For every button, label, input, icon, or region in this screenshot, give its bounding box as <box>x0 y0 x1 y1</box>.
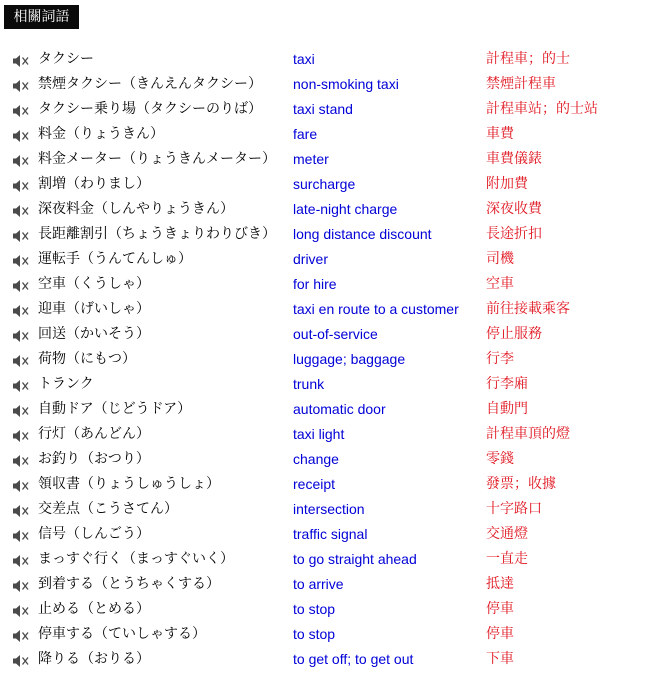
chinese-term: 下車 <box>486 651 514 667</box>
vocab-row <box>0 122 650 147</box>
speaker-icon[interactable] <box>12 103 30 117</box>
speaker-icon[interactable] <box>12 428 30 442</box>
vocab-row <box>0 297 650 322</box>
chinese-term: 停車 <box>486 626 514 642</box>
english-term: taxi <box>293 51 315 67</box>
english-term: to get off; to get out <box>293 651 414 667</box>
english-term: surcharge <box>293 176 356 192</box>
speaker-icon[interactable] <box>12 78 30 92</box>
vocab-row <box>0 472 650 497</box>
english-term: long distance discount <box>293 226 432 242</box>
english-term: taxi light <box>293 426 345 442</box>
chinese-term: 行李廂 <box>486 376 528 392</box>
japanese-term: 空車（くうしゃ） <box>38 276 150 292</box>
vocab-row <box>0 597 650 622</box>
vocab-row <box>0 222 650 247</box>
vocab-row <box>0 447 650 472</box>
japanese-term: 止める（とめる） <box>38 601 150 617</box>
speaker-icon[interactable] <box>12 278 30 292</box>
japanese-term: 領収書（りょうしゅうしょ） <box>38 476 220 492</box>
vocab-row <box>0 247 650 272</box>
speaker-icon[interactable] <box>12 478 30 492</box>
chinese-term: 附加費 <box>486 176 528 192</box>
japanese-term: 自動ドア（じどうドア） <box>38 401 192 417</box>
speaker-icon[interactable] <box>12 253 30 267</box>
vocab-row <box>0 347 650 372</box>
english-term: out-of-service <box>293 326 378 342</box>
japanese-term: タクシー乗り場（タクシーのりば） <box>38 101 262 117</box>
speaker-icon[interactable] <box>12 203 30 217</box>
english-term: to arrive <box>293 576 344 592</box>
chinese-term: 空車 <box>486 276 514 292</box>
vocab-row <box>0 422 650 447</box>
japanese-term: お釣り（おつり） <box>38 451 150 467</box>
english-term: late-night charge <box>293 201 398 217</box>
chinese-term: 行李 <box>486 351 514 367</box>
speaker-icon[interactable] <box>12 353 30 367</box>
japanese-term: タクシー <box>38 51 94 67</box>
speaker-icon[interactable] <box>12 603 30 617</box>
vocab-row <box>0 97 650 122</box>
japanese-term: 迎車（げいしゃ） <box>38 301 150 317</box>
chinese-term: 十字路口 <box>486 501 542 517</box>
chinese-term: 長途折扣 <box>486 226 542 242</box>
vocab-row <box>0 322 650 347</box>
english-term: meter <box>293 151 329 167</box>
speaker-icon[interactable] <box>12 153 30 167</box>
speaker-icon[interactable] <box>12 503 30 517</box>
vocab-row <box>0 272 650 297</box>
section-title: 相關詞語 <box>4 5 79 29</box>
japanese-term: 禁煙タクシー（きんえんタクシー） <box>38 76 262 92</box>
japanese-term: 長距離割引（ちょうきょりわりびき） <box>38 226 276 242</box>
japanese-term: 交差点（こうさてん） <box>38 501 178 517</box>
english-term: to stop <box>293 626 336 642</box>
japanese-term: トランク <box>38 376 94 392</box>
chinese-term: 車費 <box>486 126 514 142</box>
speaker-icon[interactable] <box>12 653 30 667</box>
speaker-icon[interactable] <box>12 328 30 342</box>
speaker-icon[interactable] <box>12 303 30 317</box>
english-term: luggage; baggage <box>293 351 406 367</box>
chinese-term: 零錢 <box>486 451 514 467</box>
english-term: taxi stand <box>293 101 353 117</box>
chinese-term: 計程車頂的燈 <box>486 426 570 442</box>
speaker-icon[interactable] <box>12 578 30 592</box>
chinese-term: 交通燈 <box>486 526 528 542</box>
japanese-term: まっすぐ行く（まっすぐいく） <box>38 551 234 567</box>
english-term: automatic door <box>293 401 386 417</box>
english-term: fare <box>293 126 318 142</box>
chinese-term: 抵達 <box>486 576 514 592</box>
speaker-icon[interactable] <box>12 553 30 567</box>
chinese-term: 計程車站；的士站 <box>486 101 598 117</box>
vocab-row <box>0 397 650 422</box>
japanese-term: 停車する（ていしゃする） <box>38 626 206 642</box>
vocab-row <box>0 497 650 522</box>
english-term: to stop <box>293 601 336 617</box>
japanese-term: 信号（しんごう） <box>38 526 150 542</box>
english-term: traffic signal <box>293 526 368 542</box>
speaker-icon[interactable] <box>12 53 30 67</box>
chinese-term: 自動門 <box>486 401 528 417</box>
english-term: non-smoking taxi <box>293 76 399 92</box>
vocab-row <box>0 172 650 197</box>
speaker-icon[interactable] <box>12 128 30 142</box>
english-term: intersection <box>293 501 365 517</box>
chinese-term: 前往接載乘客 <box>486 301 570 317</box>
japanese-term: 深夜料金（しんやりょうきん） <box>38 201 234 217</box>
chinese-term: 一直走 <box>486 551 528 567</box>
japanese-term: 料金メーター（りょうきんメーター） <box>38 151 276 167</box>
english-term: receipt <box>293 476 336 492</box>
english-term: taxi en route to a customer <box>293 301 459 317</box>
vocab-row <box>0 72 650 97</box>
speaker-icon[interactable] <box>12 178 30 192</box>
vocab-row <box>0 372 650 397</box>
english-term: change <box>293 451 339 467</box>
speaker-icon[interactable] <box>12 628 30 642</box>
vocab-row <box>0 147 650 172</box>
speaker-icon[interactable] <box>12 403 30 417</box>
vocab-row <box>0 547 650 572</box>
vocab-row <box>0 572 650 597</box>
speaker-icon[interactable] <box>12 228 30 242</box>
chinese-term: 發票；收據 <box>486 476 556 492</box>
vocab-row <box>0 197 650 222</box>
chinese-term: 計程車；的士 <box>486 51 570 67</box>
english-term: driver <box>293 251 329 267</box>
japanese-term: 回送（かいそう） <box>38 326 150 342</box>
speaker-icon[interactable] <box>12 378 30 392</box>
chinese-term: 停車 <box>486 601 514 617</box>
japanese-term: 到着する（とうちゃくする） <box>38 576 220 592</box>
japanese-term: 行灯（あんどん） <box>38 426 150 442</box>
english-term: for hire <box>293 276 337 292</box>
vocab-row <box>0 522 650 547</box>
vocab-row <box>0 647 650 672</box>
chinese-term: 車費儀錶 <box>486 151 542 167</box>
vocab-row <box>0 622 650 647</box>
japanese-term: 料金（りょうきん） <box>38 126 164 142</box>
vocab-row <box>0 47 650 72</box>
english-term: trunk <box>293 376 325 392</box>
chinese-term: 司機 <box>486 251 514 267</box>
japanese-term: 降りる（おりる） <box>38 651 150 667</box>
chinese-term: 停止服務 <box>486 326 542 342</box>
speaker-icon[interactable] <box>12 453 30 467</box>
chinese-term: 深夜收費 <box>486 201 542 217</box>
speaker-icon[interactable] <box>12 528 30 542</box>
japanese-term: 運転手（うんてんしゅ） <box>38 251 192 267</box>
chinese-term: 禁煙計程車 <box>486 76 556 92</box>
english-term: to go straight ahead <box>293 551 417 567</box>
japanese-term: 割増（わりまし） <box>38 176 150 192</box>
japanese-term: 荷物（にもつ） <box>38 351 136 367</box>
vocab-list <box>0 47 650 672</box>
